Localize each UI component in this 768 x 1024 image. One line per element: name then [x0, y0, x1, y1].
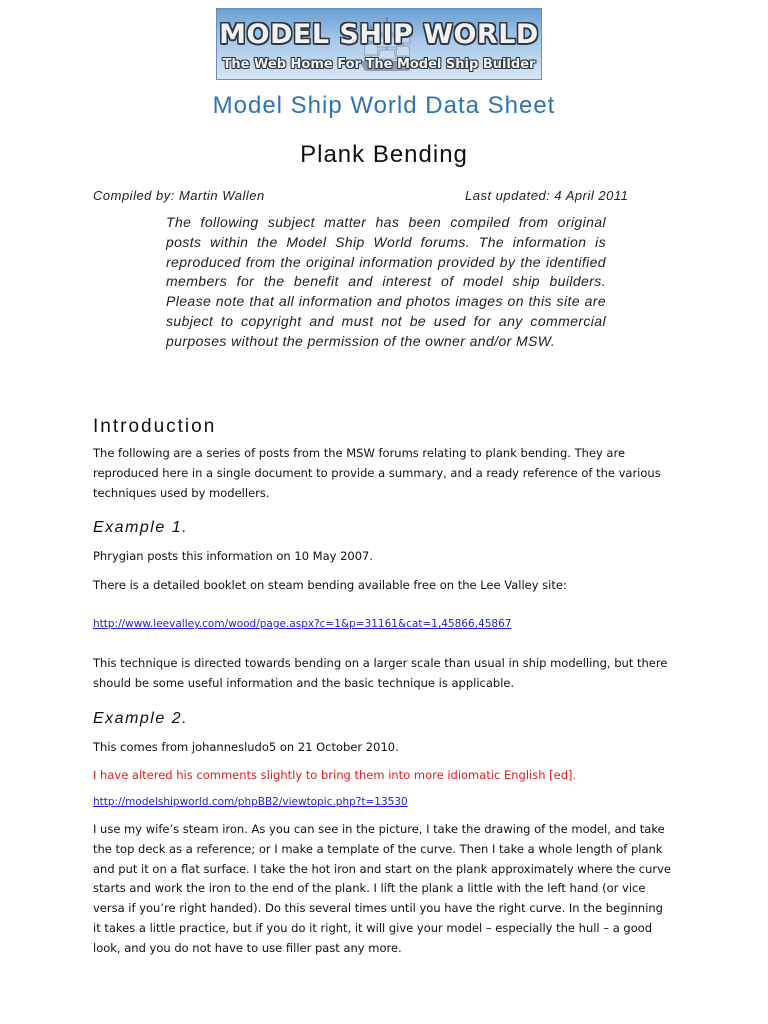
introduction-heading: Introduction — [93, 416, 217, 437]
example-2-text: I use my wife’s steam iron. As you can see in the picture, I take the drawing of the model, and take the top deck as a reference; or I make a template of the curve. Then I take a whole length of plank and put it on a flat surface. I take the hot iron and start on the plank approximately where the curve starts and work the iron to the end of the plank. I lift the plank a little with the left hand (or vice versa if you’re right handed). Do this several times until you have the right curve. In the beginning it takes a little practice, but if you do it right, it will give your model – especially the hull – a good look, and you do not have to use filler past any more. — [93, 822, 672, 955]
example-1-posted: Phrygian posts this information on 10 May 2007. — [93, 549, 374, 563]
compiled-by: Compiled by: Martin Wallen — [93, 188, 265, 203]
copyright-disclaimer: The following subject matter has been compiled from original posts within the Model Ship World forums. The information is reproduced from the original information provided by the identified members for the benefit and interest of model ship builders. Please note that all information and photos images on this site are subject to copyright and must not be used for any commercial purposes without the permission of the owner and/or MSW. — [166, 214, 606, 349]
introduction-text: The following are a series of posts from the MSW forums relating to plank bending. They are reproduced here in a single document to provide a summary, and a ready reference of the various techniques used by modellers. — [93, 446, 661, 500]
example-2-posted: This comes from johannesludo5 on 21 October 2010. — [93, 740, 399, 754]
editor-note: I have altered his comments slightly to bring them into more idiomatic English [ed]. — [93, 768, 577, 782]
last-updated: Last updated: 4 April 2011 — [465, 188, 629, 203]
msw-forum-link[interactable]: http://modelshipworld.com/phpBB2/viewtopic.php?t=13530 — [93, 796, 408, 808]
example-2-heading: Example 2. — [93, 710, 189, 727]
example-1-intro: There is a detailed booklet on steam bending available free on the Lee Valley site: — [93, 578, 567, 592]
example-1-heading: Example 1. — [93, 519, 189, 536]
msw-banner-logo — [216, 8, 542, 80]
banner-subtitle: The Web Home For The Model Ship Builder — [222, 57, 536, 72]
lee-valley-link[interactable]: http://www.leevalley.com/wood/page.aspx?c=1&p=31161&cat=1,45866,45867 — [93, 618, 512, 630]
example-1-text: This technique is directed towards bending on a larger scale than usual in ship modelling, but there should be some useful information and the basic technique is applicable. — [93, 656, 668, 690]
banner-title: MODEL SHIP WORLD — [219, 19, 539, 50]
document-title: Model Ship World Data Sheet — [212, 92, 556, 119]
document-subtitle: Plank Bending — [300, 141, 468, 168]
